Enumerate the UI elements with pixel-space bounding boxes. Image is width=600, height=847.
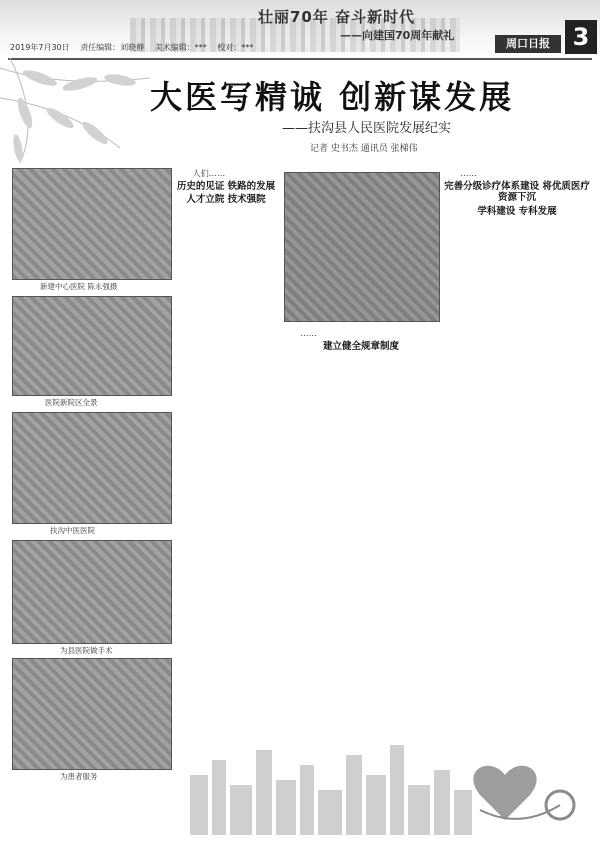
photo3-caption: 扶沟中医医院 [50, 526, 95, 535]
photo-hospital-building [12, 168, 172, 280]
section-heading-service: 完善分级诊疗体系建设 将优质医疗资源下沉 [444, 181, 590, 204]
article-subheadline: ——扶沟县人民医院发展纪实 [282, 121, 452, 136]
decorative-leaves-icon [0, 58, 160, 168]
editor-meta-2: 校对：*** [217, 43, 254, 52]
photo5-caption: 为患者服务 [60, 772, 98, 781]
section-heading-team: 建立健全规章制度 [322, 341, 399, 353]
article-column-2 [284, 328, 438, 738]
photo-patient-care [12, 658, 172, 770]
col3-para-0: …… [460, 168, 477, 178]
city-skyline-heart-illustration [150, 735, 590, 835]
section-heading-discipline: 学科建设 专科发展 [477, 205, 557, 217]
photo-staff-group [12, 412, 172, 524]
section-heading-talent: 人才立院 技术强院 [186, 194, 266, 206]
photo4-caption: 为县医院做手术 [60, 646, 113, 655]
article-column-1 [176, 168, 276, 728]
editor-meta-1: 美术编辑：*** [154, 43, 207, 52]
section-heading-history: 历史的见证 铁路的发展 [176, 181, 276, 193]
photo-hospital-campus [12, 296, 172, 396]
page-number: 3 [565, 20, 597, 54]
banner-subslogan: ——向建国70周年献礼 [340, 29, 455, 42]
dateline [10, 42, 261, 53]
col1-para-0: 人们…… [192, 168, 226, 178]
photo-surgery [12, 540, 172, 644]
banner-slogan: 壮丽70年 奋斗新时代 [258, 8, 416, 26]
paper-name-logo: 周口日报 [495, 35, 561, 53]
article-column-3 [444, 168, 590, 728]
col2-para-0: …… [300, 328, 317, 338]
article-headline: 大医写精诚 创新谋发展 [150, 78, 515, 116]
article-byline: 记者 史书杰 通讯员 张梯伟 [310, 144, 418, 154]
photo2-caption: 医院新院区全景 [45, 398, 98, 407]
photo-hospital-leaders [284, 172, 440, 322]
issue-date: 2019年7月30日 [10, 43, 70, 52]
photo1-caption: 新建中心医院 陈永强摄 [40, 282, 118, 291]
editor-meta-0: 责任编辑：刘晓静 [80, 43, 145, 52]
